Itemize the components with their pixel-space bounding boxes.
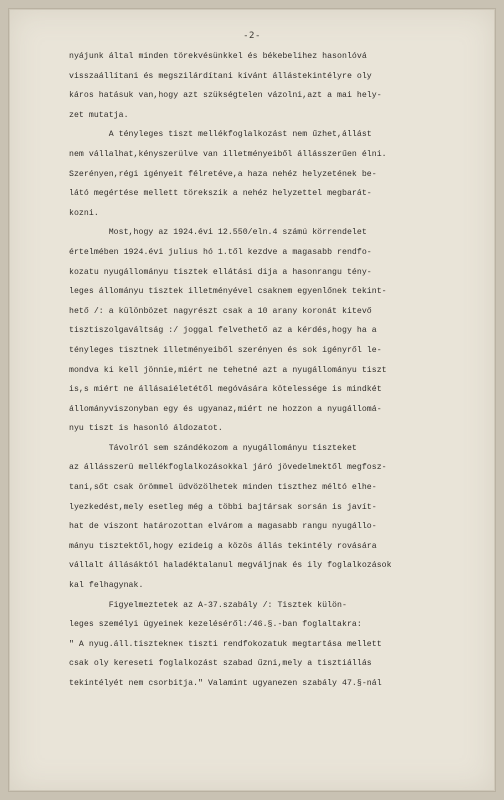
text-line: tani,sőt csak örömmel üdvözölhetek minden tiszthez méltó elhe- bbox=[69, 483, 377, 493]
text-line: visszaállítani és megszilárdítani kívánt állástekintélyre oly bbox=[69, 71, 372, 81]
text-line: A tényleges tiszt mellékfoglalkozást nem űzhet,állást bbox=[69, 130, 372, 140]
typed-text-body bbox=[69, 47, 501, 694]
text-line: nyájunk által minden törekvésünkkel és békebelihez hasonlóvá bbox=[69, 52, 367, 61]
text-line: kal felhagynak. bbox=[69, 581, 144, 591]
text-line: mányu tisztektől,hogy ezideig a közös állás tekintély rovására bbox=[69, 541, 377, 551]
text-line: nem vállalhat,kényszerülve van illetményeiből állásszerűen élni. bbox=[69, 149, 387, 159]
text-line: Szerényen,régi igényeit félretéve,a haza nehéz helyzetének be- bbox=[69, 169, 377, 179]
text-line: Most,hogy az 1924.évi 12.550/eln.4 számú körrendelet bbox=[69, 228, 367, 238]
text-line: mondva ki kell jönnie,miért ne tehetné azt a nyugállományu tiszt bbox=[69, 365, 387, 375]
text-line: állományviszonyban egy és ugyanaz,miért ne hozzon a nyugállomá- bbox=[69, 404, 382, 414]
text-line: Figyelmeztetek az A-37.szabály /: Tisztek külön- bbox=[69, 600, 347, 610]
text-line: tisztiszolgaváltság :/ joggal felvethető az a kérdés,hogy ha a bbox=[69, 326, 377, 336]
text-line: kozni. bbox=[69, 208, 99, 218]
text-line: leges személyi ügyeinek kezeléséről:/46.§.-ban foglaltakra: bbox=[69, 620, 362, 630]
text-line: káros hatásuk van,hogy azt szükségtelen vázolni,azt a mai hely- bbox=[69, 91, 382, 101]
text-line: értelmében 1924.évi julius hó 1.től kezdve a magasabb rendfo- bbox=[69, 247, 372, 257]
text-line: lyezkedést,mely esetleg még a többi bajtársak sorsán is javít- bbox=[69, 502, 377, 512]
text-line: " A nyug.áll.tisztekneк tiszti rendfokozatuk megtartása mellett bbox=[69, 639, 382, 649]
text-line: hat de viszont határozottan elvárom a magasabb rangu nyugállo- bbox=[69, 522, 377, 532]
text-line: látó megértése mellett törekszik a nehéz helyzettel megbarát- bbox=[69, 189, 372, 199]
text-line: csak oly kereseti foglalkozást szabad űzni,mely a tisztiállás bbox=[69, 659, 372, 669]
text-line: hető /: a különbözet nagyrészt csak a 10 arany koronát kitevő bbox=[69, 306, 372, 316]
text-line: leges állományu tisztek illetményével csaknem egyenlőnek tekint- bbox=[69, 287, 387, 297]
text-line: kozatu nyugállományu tisztek ellátási dija a hasonrangu tény- bbox=[69, 267, 372, 277]
document-page bbox=[8, 8, 496, 792]
text-line: tényleges tisztnek illetményeiből szerényen és sok igényről le- bbox=[69, 345, 382, 355]
text-line: vállalt állásáktól haladéktalanul megváljnak és ily foglalkozások bbox=[69, 561, 392, 571]
text-line: az állásszerü mellékfoglalkozásokkal járó jövedelmektől megfosz- bbox=[69, 463, 387, 473]
text-line: tekintélyét nem csorbitja." Valamint ugyanezen szabály 47.§-nál bbox=[69, 679, 382, 688]
text-line: zet mutatja. bbox=[69, 110, 129, 120]
page-number: -2- bbox=[243, 31, 261, 41]
text-line: is,s miért ne állásaiéletétől megóvására kötelessége is mindkét bbox=[69, 385, 382, 395]
text-line: nyu tiszt is hasonló áldozatot. bbox=[69, 424, 223, 434]
text-line: Távolról sem szándékozom a nyugállományu tiszteket bbox=[69, 443, 357, 453]
